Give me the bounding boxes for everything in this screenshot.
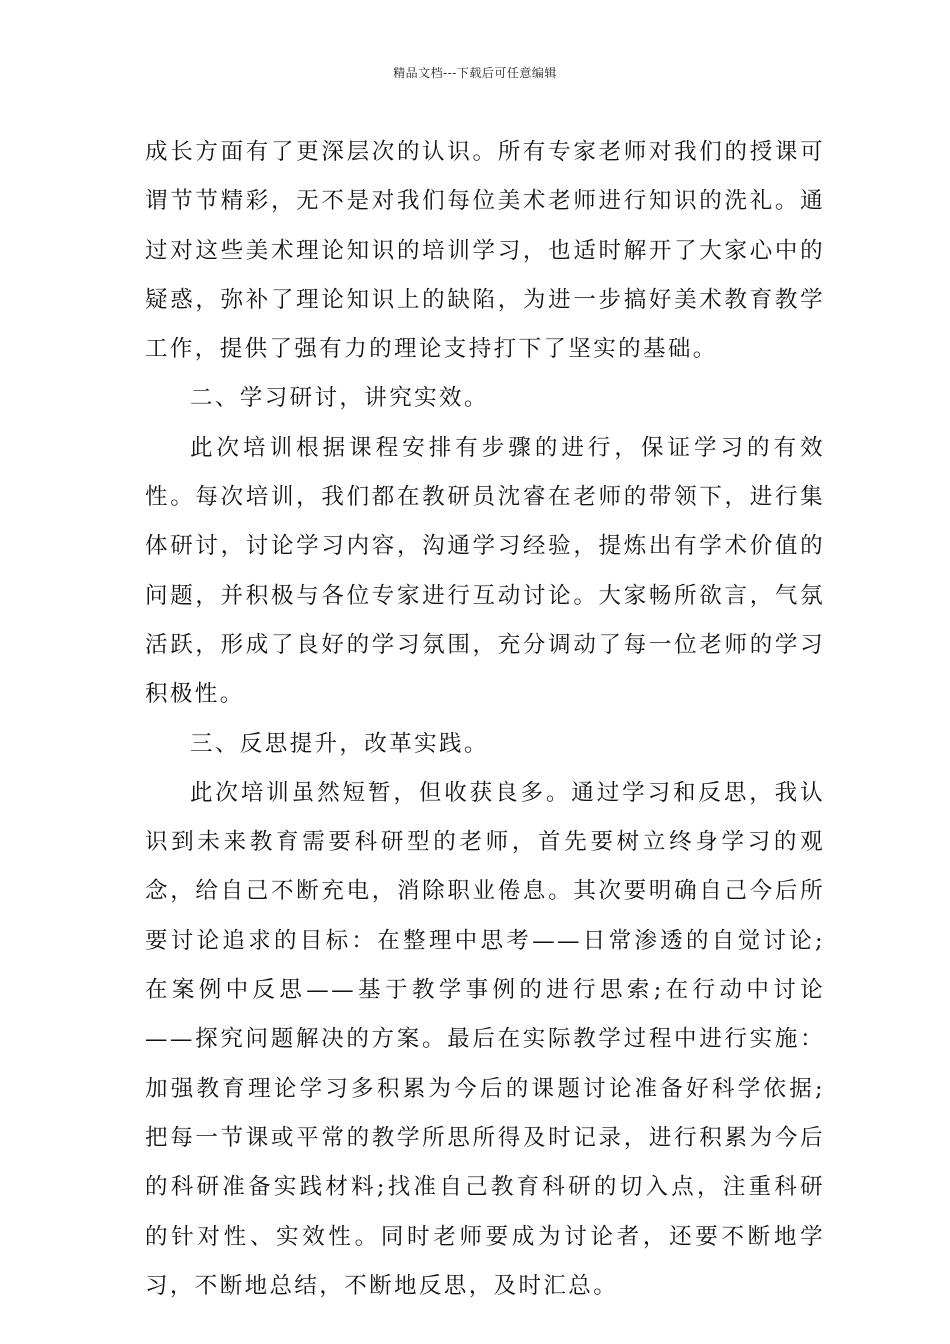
document-body (145, 128, 825, 1311)
paragraph-study-discussion: 此次培训根据课程安排有步骤的进行，保证学习的有效性。每次培训，我们都在教研员沈睿在老师的带领下，进行集体研讨，讨论学习内容，沟通学习经验，提炼出有学术价值的问题，并积极与各位专家进行互动讨论。大家畅所欲言，气氛活跃，形成了良好的学习氛围，充分调动了每一位老师的学习积极性。 (145, 434, 825, 708)
section-heading-2: 二、学习研讨，讲究实效。 (190, 385, 489, 412)
paragraph-reflection: 此次培训虽然短暂，但收获良多。通过学习和反思，我认识到未来教育需要科研型的老师，首先要树立终身学习的观念，给自己不断充电，消除职业倦息。其次要明确自己今后所要讨论追求的目标：在整理中思考——日常渗透的自觉讨论;在案例中反思——基于教学事例的进行思索;在行动中讨论——探究问题解决的方案。最后在实际教学过程中进行实施：加强教育理论学习多积累为今后的课题讨论准备好科学依据;把每一节课或平常的教学所思所得及时记录，进行积累为今后的科研准备实践材料;找准自己教育科研的切入点，注重科研的针对性、实效性。同时老师要成为讨论者，还要不断地学习，不断地总结，不断地反思，及时汇总。 (145, 779, 825, 1299)
page-header: 精品文档---下载后可任意编辑 (393, 66, 557, 80)
section-heading-3: 三、反思提升，改革实践。 (190, 730, 489, 757)
paragraph-continuation: 成长方面有了更深层次的认识。所有专家老师对我们的授课可谓节节精彩，无不是对我们每位美术老师进行知识的洗礼。通过对这些美术理论知识的培训学习，也适时解开了大家心中的疑惑，弥补了理论知识上的缺陷，为进一步搞好美术教育教学工作，提供了强有力的理论支持打下了坚实的基础。 (145, 139, 825, 363)
